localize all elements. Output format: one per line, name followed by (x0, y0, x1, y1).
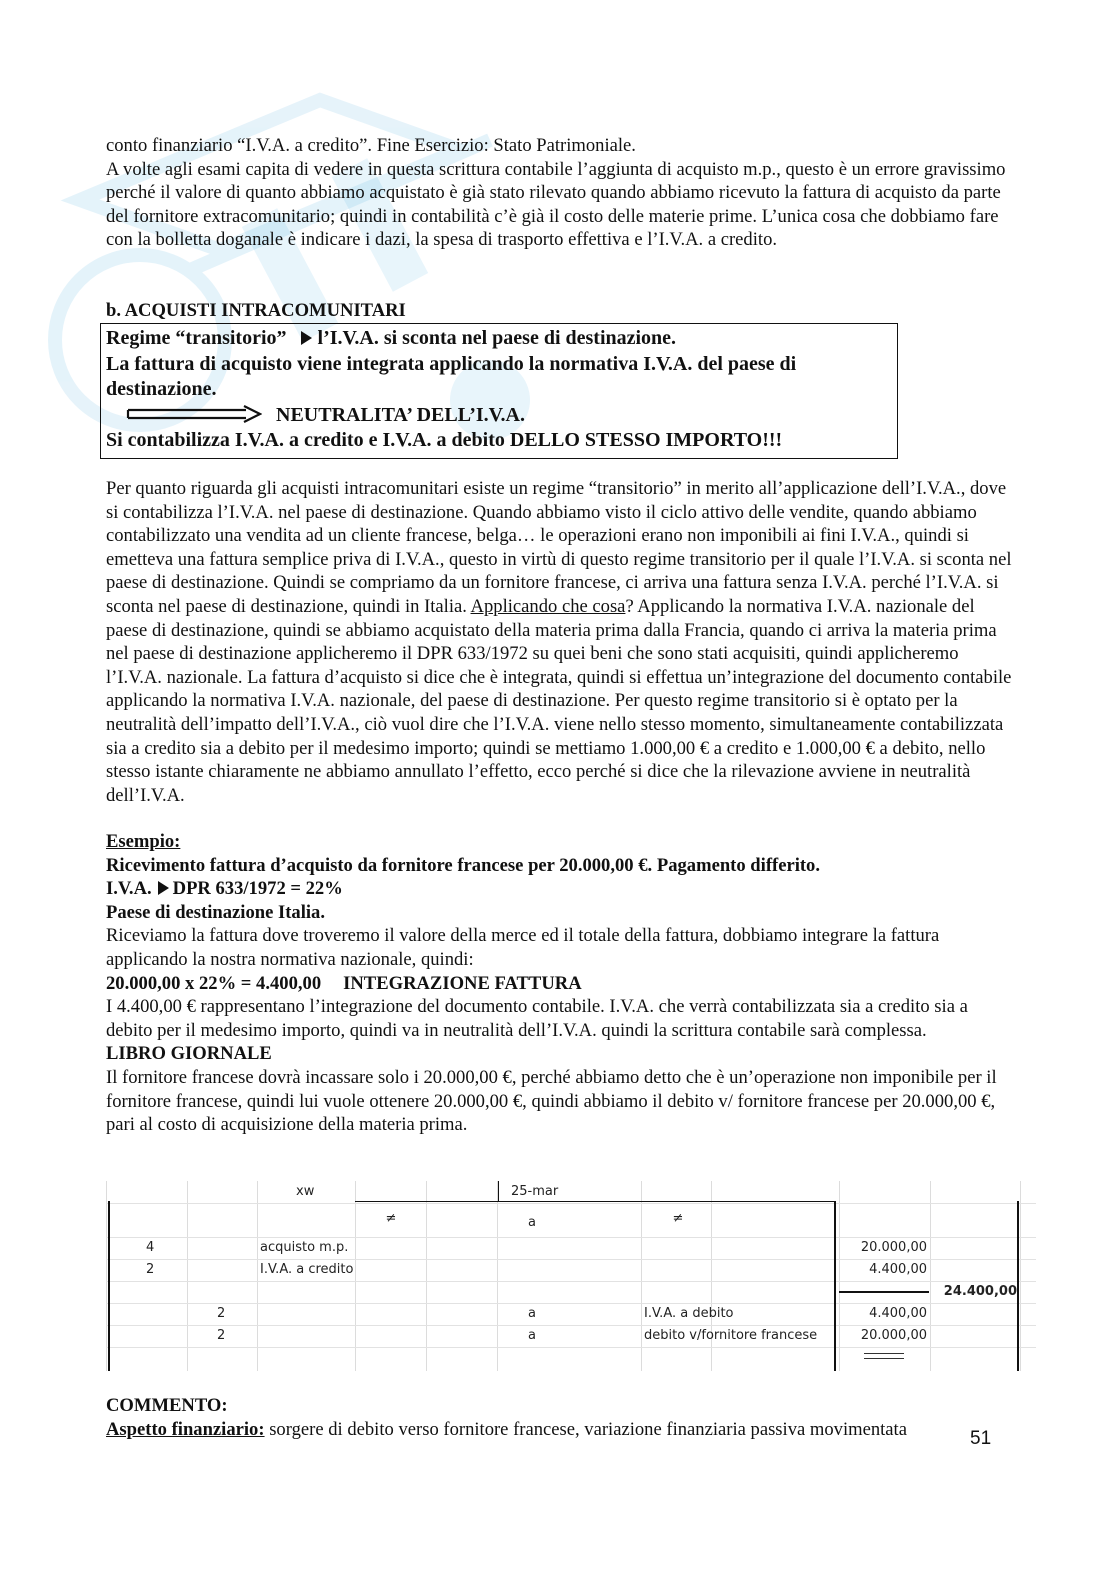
journal-text: Il fornitore francese dovrà incassare solo i 20.000,00 €, perché abbiamo detto che è un’operazione non imponibile per il fornitore francese, quindi lui vuole ottenere 20.000,00 €, quindi abbiamo il debito v/ fornitore francese per 20.000,00 €, pari al costo di acquisizione della materia prima. (106, 1066, 997, 1136)
arrow-right-icon (158, 881, 169, 895)
example-line-3: Paese di destinazione Italia. (106, 901, 325, 923)
credit-row-1-account: I.V.A. a debito (644, 1306, 734, 1321)
main-paragraph (106, 477, 1018, 807)
debit-row-2-amount: 4.400,00 (869, 1262, 927, 1277)
ledger-total: 24.400,00 (943, 1284, 1017, 1299)
debit-row-1-num: 4 (146, 1240, 155, 1255)
example-text-1: Riceviamo la fattura dove troveremo il valore della merce ed il totale della fattura, dobbiamo integrare la fattura applicando la nostra normativa nazionale, quindi: (106, 925, 940, 970)
credit-row-1-amount: 4.400,00 (869, 1306, 927, 1321)
example-section (106, 830, 1018, 1137)
debit-row-1-account: acquisto m.p. (260, 1240, 349, 1255)
double-arrow-right-icon (126, 405, 262, 423)
credit-row-2-a: a (528, 1328, 536, 1343)
paragraph-underlined: Applicando che cosa (470, 595, 626, 617)
debit-row-2-account: I.V.A. a credito (260, 1262, 354, 1277)
paragraph-part-2: ? Applicando la normativa I.V.A. nazionale del paese di destinazione, quindi se abbiamo acquistato della materia prima dalla Francia, quando ci arriva la materia prima nel paese di destinazione applicheremo il DPR 633/1972 su quei beni che sono stati acquisiti, quindi applicheremo l’I.V.A. nazionale. La fattura d’acquisto si dice che è integrata, quindi si effettua un’integrazione del documento contabile applicando la normativa I.V.A. nazionale, del paese di destinazione. Per questo regime transitorio si è optato per la neutralità dell’impatto dell’I.V.A., ciò vuol dire che l’I.V.A. viene nello stesso momento, simultaneamente contabilizzata sia a credito sia a debito per il medesimo importo; quindi se mettiamo 1.000,00 € a credito e 1.000,00 € a debito, nello stesso istante chiaramente ne abbiamo annullato l’effetto, ecco perché si dice che la rilevazione avviene in neutralità dell’I.V.A. (106, 595, 1012, 806)
credit-row-2-num: 2 (217, 1328, 226, 1343)
arrow-right-icon (301, 331, 312, 345)
comment-label: Aspetto finanziario: (106, 1418, 265, 1440)
debit-row-1-amount: 20.000,00 (860, 1240, 927, 1255)
credit-row-2-account: debito v/fornitore francese (644, 1328, 818, 1343)
box-regime-text: l’I.V.A. si sconta nel paese di destinazione. (317, 327, 677, 349)
example-calc-line (106, 972, 1018, 996)
debit-neq-symbol: ≠ (385, 1211, 397, 1226)
section-heading: b. ACQUISTI INTRACOMUNITARI (106, 300, 406, 321)
example-line-1: Ricevimento fattura d’acquisto da fornitore francese per 20.000,00 €. Pagamento differito. (106, 854, 821, 876)
summary-box (100, 323, 898, 459)
example-text-2: I 4.400,00 € rappresentano l’integrazione del documento contabile. I.V.A. che verrà contabilizzata sia a credito sia a debito per il medesimo importo, quindi va in neutralità dell’I.V.A. quindi la scrittura contabile sarà complessa. (106, 996, 968, 1041)
intro-text (106, 134, 1018, 252)
box-regime-label: Regime “transitorio” (106, 327, 287, 349)
journal-heading: LIBRO GIORNALE (106, 1043, 272, 1065)
example-calc-label: INTEGRAZIONE FATTURA (343, 972, 582, 994)
paragraph-part-1: Per quanto riguarda gli acquisti intracomunitari esiste un regime “transitorio” in merito all’applicazione dell’I.V.A., dove si contabilizza l’I.V.A. nel paese di destinazione. Quando abbiamo visto il ciclo attivo delle vendite, quando abbiamo contabilizzato una vendita ad un cliente francese, belga… le operazioni erano non imponibili ai fini I.V.A., quindi si emetteva una fattura semplice priva di I.V.A., questo in virtù di questo regime transitorio per il quale l’I.V.A. si sconta nel paese di destinazione. Quindi se compriamo da un fornitore francese, ci arriva una fattura senza I.V.A. perché l’I.V.A. si sconta nel paese di destinazione, quindi in Italia. (106, 478, 1012, 617)
credit-row-1-num: 2 (217, 1306, 226, 1321)
box-line-4: Si contabilizza I.V.A. a credito e I.V.A. a debito DELLO STESSO IMPORTO!!! (106, 429, 783, 451)
box-line-3 (106, 403, 892, 429)
box-line-2: La fattura di acquisto viene integrata applicando la normativa I.V.A. del paese di destinazione. (106, 352, 797, 400)
ledger-code: xw (296, 1184, 315, 1199)
box-line-1 (106, 326, 892, 352)
page-number: 51 (970, 1428, 992, 1449)
intro-line-1: conto finanziario “I.V.A. a credito”. Fine Esercizio: Stato Patrimoniale. (106, 135, 636, 156)
debit-row-2-num: 2 (146, 1262, 155, 1277)
box-neutrality: NEUTRALITA’ DELL’I.V.A. (276, 403, 525, 426)
example-calc: 20.000,00 x 22% = 4.400,00 (106, 972, 322, 994)
ledger-a-symbol: a (528, 1215, 536, 1230)
example-line-2 (106, 877, 1018, 901)
example-iva-label: I.V.A. (106, 878, 152, 900)
ledger-date: 25-mar (511, 1184, 559, 1199)
comment-heading: COMMENTO: (106, 1395, 228, 1416)
example-iva-rate: DPR 633/1972 = 22% (172, 878, 343, 900)
example-label: Esempio: (106, 831, 181, 852)
credit-row-2-amount: 20.000,00 (860, 1328, 927, 1343)
comment-section (106, 1394, 1018, 1441)
comment-line (106, 1418, 1018, 1442)
credit-neq-symbol: ≠ (672, 1211, 684, 1226)
credit-row-1-a: a (528, 1306, 536, 1321)
comment-text: sorgere di debito verso fornitore francese, variazione finanziaria passiva movimentata (264, 1418, 907, 1440)
journal-ledger-table (106, 1181, 1036, 1371)
intro-line-2: A volte agli esami capita di vedere in questa scrittura contabile l’aggiunta di acquisto m.p., questo è un errore gravissimo perché il valore di quanto abbiamo acquistato è già stato rilevato quando abbiamo ricevuto la fattura di acquisto da parte del fornitore extracomunitario; quindi in contabilità c’è già il costo delle materie prime. L’unica cosa che dobbiamo fare con la bolletta doganale è indicare i dazi, la spesa di trasporto effettiva e l’I.V.A. a credito. (106, 158, 1006, 251)
